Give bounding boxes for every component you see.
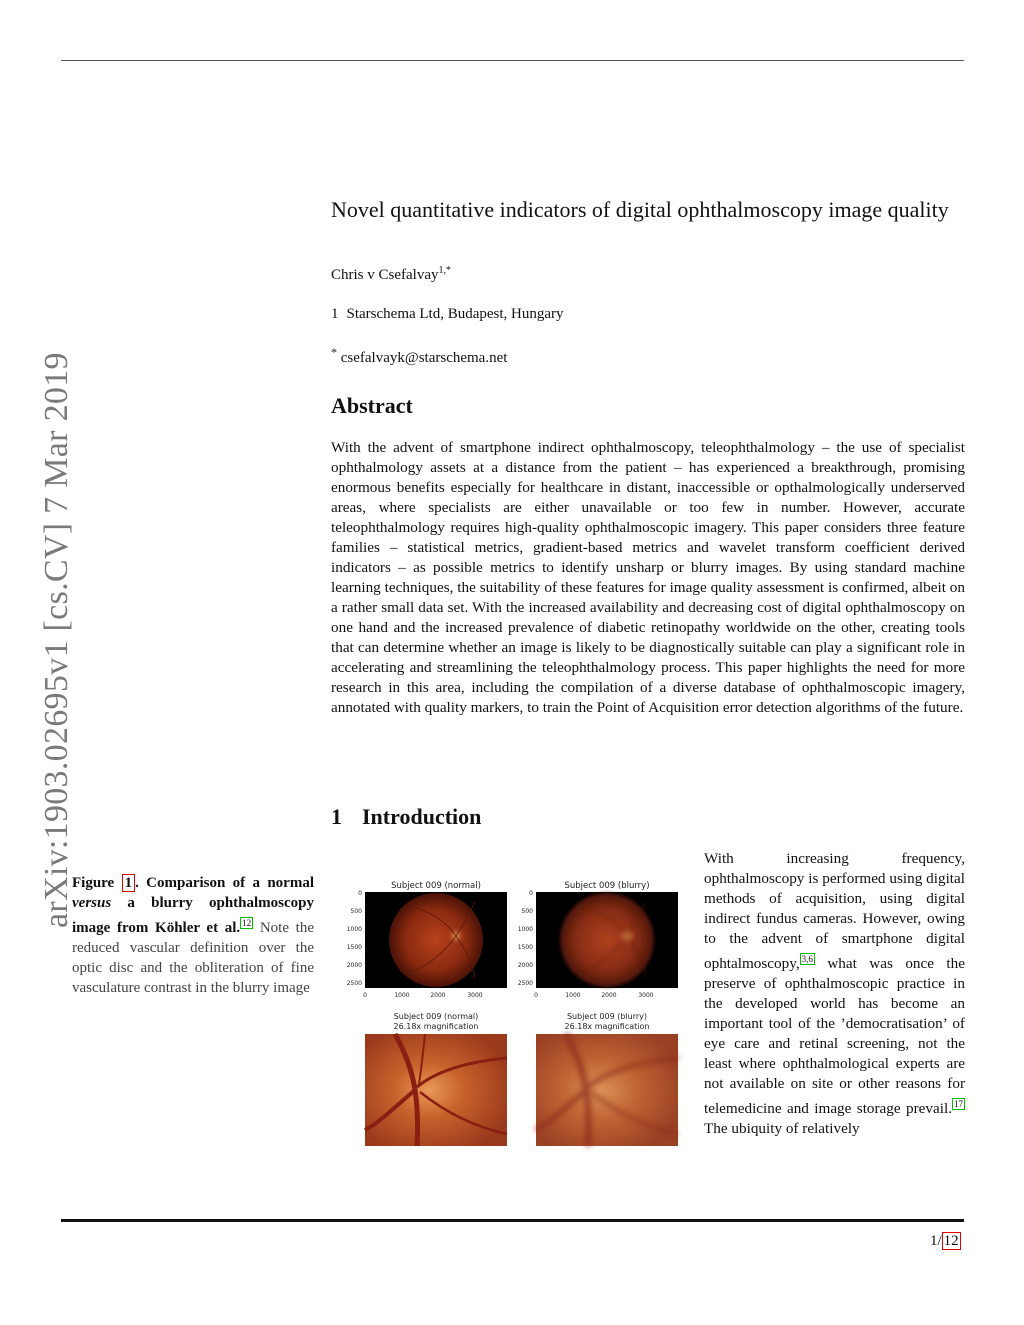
author-line [331,265,451,284]
zoom-title-blurry-1: Subject 009 (blurry) [566,1012,648,1021]
caption-italic: versus [72,895,112,911]
intro-text-b: what was once the preserve of ophthalmoscopic practice in the developed world has become an important tool of the ’democratisation’ of eye care and retinal screening, not the least where ophthalmological experts are not available on site or other reasons for telemedicine and image storage prevail. [704,955,965,1118]
contact-email[interactable]: csefalvayk@starschema.net [340,350,508,366]
author-name: Chris v Csefalvay [331,267,439,283]
section-number: 1 [331,804,342,829]
email-mark: * [331,345,337,359]
svg-text:500: 500 [521,908,533,915]
caption-bold-2: a blurry ophthalmoscopy image from Köhler et al. [72,895,314,936]
header-rule [61,60,964,61]
paper-title: Novel quantitative indicators of digital ophthalmoscopy image quality [331,197,949,222]
caption-label: Figure [72,875,115,891]
svg-text:2000: 2000 [601,992,617,999]
svg-text:2000: 2000 [346,962,362,969]
svg-text:3000: 3000 [638,992,654,999]
svg-text:0: 0 [529,890,533,897]
page-number: 1/ 12 [930,1233,959,1249]
total-pages-link[interactable]: 12 [943,1233,959,1249]
introduction-paragraph [704,849,965,1139]
current-page: 1 [930,1233,938,1249]
svg-text:2000: 2000 [430,992,446,999]
intro-text-c: The ubiquity of relatively [704,1120,860,1138]
affiliation-text: Starschema Ltd, Budapest, Hungary [346,306,564,322]
svg-text:0: 0 [534,992,538,999]
panel-title-normal: Subject 009 (normal) [391,881,481,891]
figure-number-link[interactable]: 1 [122,874,136,892]
intro-citation-link-b[interactable]: 17 [954,1099,963,1110]
caption-citation-link[interactable]: 12 [242,918,252,928]
fundus-disc-normal [389,893,483,987]
zoom-title-normal-2: 26.18x magnification [393,1022,479,1031]
figure-svg [325,872,690,1152]
intro-text-a: With increasing frequency, ophthalmoscopy is performed using digital methods of acquisition, using digital indirect fundus cameras. However, owing to the advent of smartphone digital ophtalmoscopy, [704,850,965,973]
fundus-comparison-figure [325,872,690,1152]
svg-text:2500: 2500 [517,980,533,987]
footer-rule [61,1219,964,1222]
svg-text:1500: 1500 [517,944,533,951]
svg-text:1000: 1000 [517,926,533,933]
figure-caption: Figure 1 . Comparison of a normal versus a blurry ophthalmoscopy image from Köhler et al. $^{12}$ Note the reduced vascular definition over the optic disc and the obliteration of fine vasculature contrast in the blurry image [72,875,315,996]
panel-title-blurry: Subject 009 (blurry) [564,881,650,891]
abstract-heading: Abstract [331,393,413,418]
intro-citation-link-a[interactable]: 3,6 [801,954,813,964]
contact-email-line [331,345,507,367]
svg-text:3000: 3000 [467,992,483,999]
caption-bold-1: Comparison of a normal [146,875,315,891]
svg-text:500: 500 [350,908,362,915]
zoom-title-blurry-2: 26.18x magnification [564,1022,650,1031]
y-axis-normal [347,890,362,987]
caption-rest: Note the reduced vascular definition over the optic disc and the obliteration of fine vasculature contrast in the blurry image [72,920,314,996]
section-title: Introduction [362,804,482,829]
svg-text:1500: 1500 [346,944,362,951]
svg-text:2500: 2500 [346,980,362,987]
arxiv-identifier[interactable]: arXiv:1903.02695v1 [cs.CV] 7 Mar 2019 [38,352,75,928]
svg-text:1000: 1000 [346,926,362,933]
svg-text:0: 0 [363,992,367,999]
y-axis-blurry [518,890,533,987]
section-heading [331,804,481,830]
abstract-text: With the advent of smartphone indirect ophthalmoscopy, teleophthalmology – the use of specialist ophthalmology assets at a distance from the patient – has experienced a breakthrough, promising enormous benefits especially for healthcare in distant, inaccessible or opthalmologically underserved areas, where specialists are either unavailable or too few in number. However, accurate teleophthalmology requires high-quality ophthalmoscopic imagery. This paper considers three feature families – statistical metrics, gradient-based metrics and wavelet transform coefficient derived indicators – as possible metrics to identify unsharp or blurry images. By using standard machine learning techniques, the suitability of these features for image quality assessment is confirmed, albeit on a rather small data set. With the increased availability and decreasing cost of digital ophthalmoscopy on one hand and the increased prevalence of diabetic retinopathy worldwide on the other, creating tools that can determine whether an image is likely to be diagnostically suitable can play a significant role in accelerating and streamlining the teleophthalmology process. This paper highlights the need for more research in this area, including the compilation of a diverse database of ophthalmoscopic imagery, annotated with quality markers, to train the Point of Acquisition error detection algorithms of the future. [331,439,965,716]
x-axis-blurry [534,992,654,999]
svg-text:0: 0 [358,890,362,897]
fundus-disc-blurry [560,893,654,987]
zoom-title-normal-1: Subject 009 (normal) [393,1012,479,1021]
affiliation-number: 1 [331,306,339,322]
svg-text:1000: 1000 [394,992,410,999]
x-axis-normal [363,992,483,999]
svg-text:2000: 2000 [517,962,533,969]
svg-text:1000: 1000 [565,992,581,999]
affiliation [331,306,564,323]
author-marks: 1,* [438,265,451,276]
